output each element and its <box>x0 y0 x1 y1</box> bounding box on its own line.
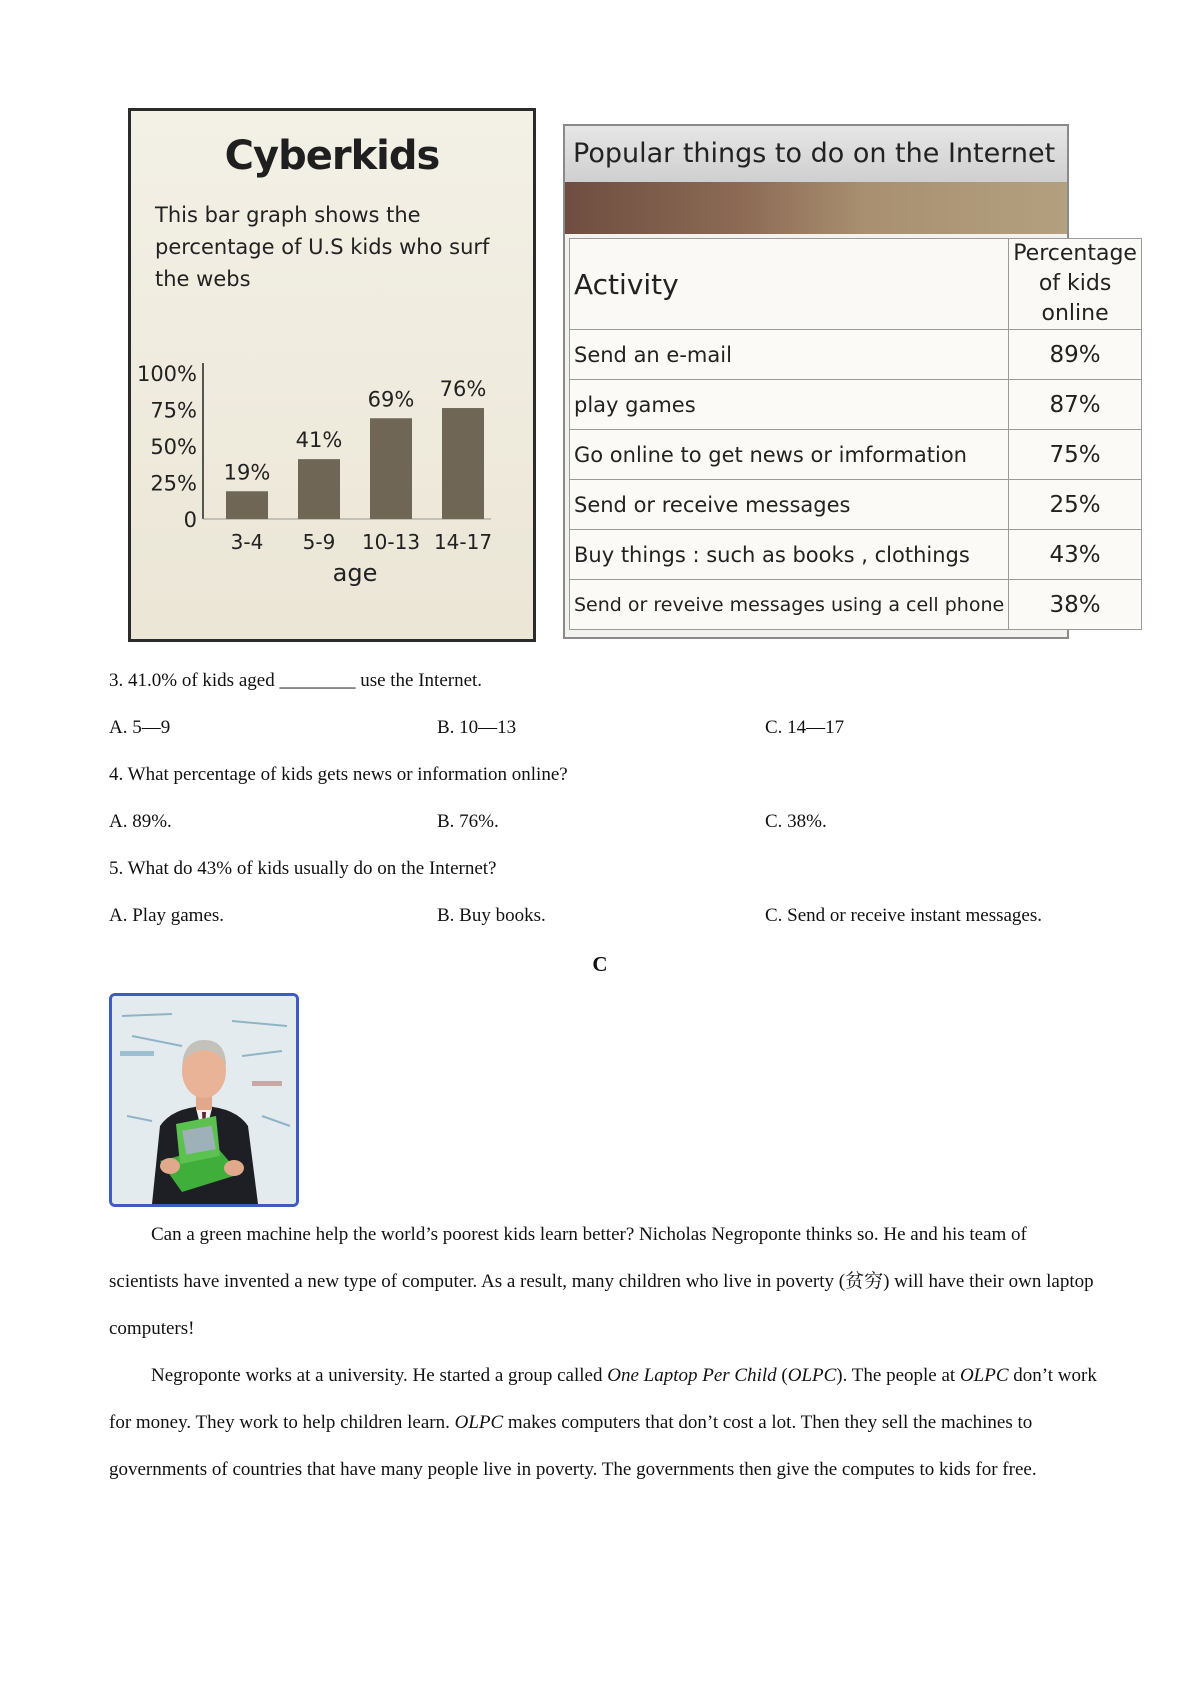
y-tick-label: 25% <box>150 471 197 496</box>
bar-chart-svg <box>131 261 533 641</box>
bar-10-13 <box>370 418 412 519</box>
col-pct-line1: Percentage <box>1013 241 1137 266</box>
p2-part-d: don’t work for money. They work to help children learn. <box>109 1365 1097 1433</box>
olpc-abbr: OLPC <box>787 1365 837 1386</box>
table-row <box>570 430 1142 480</box>
x-tick-label: 14-17 <box>433 530 493 554</box>
pct-cell: 75% <box>1009 430 1142 480</box>
table-row <box>570 330 1142 380</box>
activity-cell: Send an e-mail <box>570 330 1009 380</box>
y-tick-label: 100% <box>136 362 197 386</box>
y-tick-label: 50% <box>150 435 197 459</box>
col-percentage <box>1009 239 1142 330</box>
bar-value-label: 19% <box>223 460 271 485</box>
negroponte-photo <box>109 993 299 1207</box>
pct-cell: 87% <box>1009 380 1142 430</box>
pct-cell: 25% <box>1009 480 1142 530</box>
x-tick-label: 10-13 <box>361 530 421 554</box>
bar-14-17 <box>442 408 484 519</box>
pct-cell: 89% <box>1009 330 1142 380</box>
pct-cell: 38% <box>1009 580 1142 630</box>
col-activity: Activity <box>570 239 1009 330</box>
question-3-stem: 3. 41.0% of kids aged ________ use the Internet. <box>109 670 483 691</box>
olpc-abbr: OLPC <box>959 1365 1009 1386</box>
table-banner <box>565 182 1067 234</box>
p2-part-e: makes computers that don’t cost a lot. Then they sell the machines to governments of countries that have many people live in poverty. The governments then give the computes to kids for free. <box>109 1412 1037 1480</box>
table-header-row <box>570 239 1142 330</box>
bar-3-4 <box>226 491 268 519</box>
chart-title: Cyberkids <box>224 133 440 179</box>
activity-table <box>569 238 1142 630</box>
question-5-option-a: A. Play games. <box>109 905 225 926</box>
question-5-stem: 5. What do 43% of kids usually do on the Internet? <box>109 858 497 879</box>
activity-cell: Buy things : such as books , clothings <box>570 530 1009 580</box>
pct-cell: 43% <box>1009 530 1142 580</box>
activity-cell: Go online to get news or imformation <box>570 430 1009 480</box>
article-paragraph-1 <box>109 1211 1099 1352</box>
popular-activities-panel <box>563 124 1137 639</box>
question-5-option-b: B. Buy books. <box>437 905 546 926</box>
chart-subtitle: This bar graph shows the percentage of U.S kids who surf the webs <box>155 203 490 291</box>
bar-5-9 <box>298 459 340 519</box>
y-tick-label: 75% <box>150 398 197 423</box>
question-3-option-a: A. 5—9 <box>109 717 171 738</box>
cyberkids-chart <box>128 108 536 642</box>
question-3-option-b: B. 10—13 <box>437 717 517 738</box>
p2-part-b: ( <box>776 1365 788 1386</box>
x-axis-label: age <box>332 559 378 587</box>
activity-cell: Send or receive messages <box>570 480 1009 530</box>
table-row <box>570 580 1142 630</box>
x-tick-label: 5-9 <box>302 530 336 554</box>
bar-value-label: 69% <box>367 387 415 412</box>
y-tick-label: 0 <box>183 508 197 532</box>
bar-value-label: 41% <box>295 428 343 453</box>
activity-cell: play games <box>570 380 1009 430</box>
table-row <box>570 530 1142 580</box>
olpc-full-name: One Laptop Per Child <box>607 1365 777 1386</box>
col-pct-line2: of kids online <box>1038 271 1112 326</box>
question-4-stem: 4. What percentage of kids gets news or information online? <box>109 764 568 785</box>
question-4-option-c: C. 38%. <box>765 811 827 832</box>
paragraph-2-text <box>109 1352 1099 1493</box>
x-tick-label: 3-4 <box>230 530 264 554</box>
paragraph-1-text: Can a green machine help the world’s poorest kids learn better? Nicholas Negroponte thinks so. He and his team of scientists have invented a new type of computer. As a result, many children who live in poverty (贫穷) will have their own laptop computers! <box>109 1224 1094 1339</box>
activity-cell: Send or reveive messages using a cell phone <box>570 580 1009 630</box>
person-with-laptop-illustration <box>112 996 296 1204</box>
p2-part-c: ). The people at <box>836 1365 960 1386</box>
olpc-abbr: OLPC <box>454 1412 504 1433</box>
article-paragraph-2 <box>109 1352 1099 1493</box>
section-heading: C <box>592 952 608 976</box>
question-4-option-b: B. 76%. <box>437 811 499 832</box>
question-4-option-a: A. 89%. <box>109 811 172 832</box>
table-title: Popular things to do on the Internet <box>573 138 1056 169</box>
question-5-option-c: C. Send or receive instant messages. <box>765 905 1043 926</box>
table-row <box>570 380 1142 430</box>
question-3-option-c: C. 14—17 <box>765 717 845 738</box>
p2-part-a: Negroponte works at a university. He started a group called <box>151 1365 608 1386</box>
bar-value-label: 76% <box>439 377 487 402</box>
table-header <box>565 126 1067 182</box>
table-row <box>570 480 1142 530</box>
